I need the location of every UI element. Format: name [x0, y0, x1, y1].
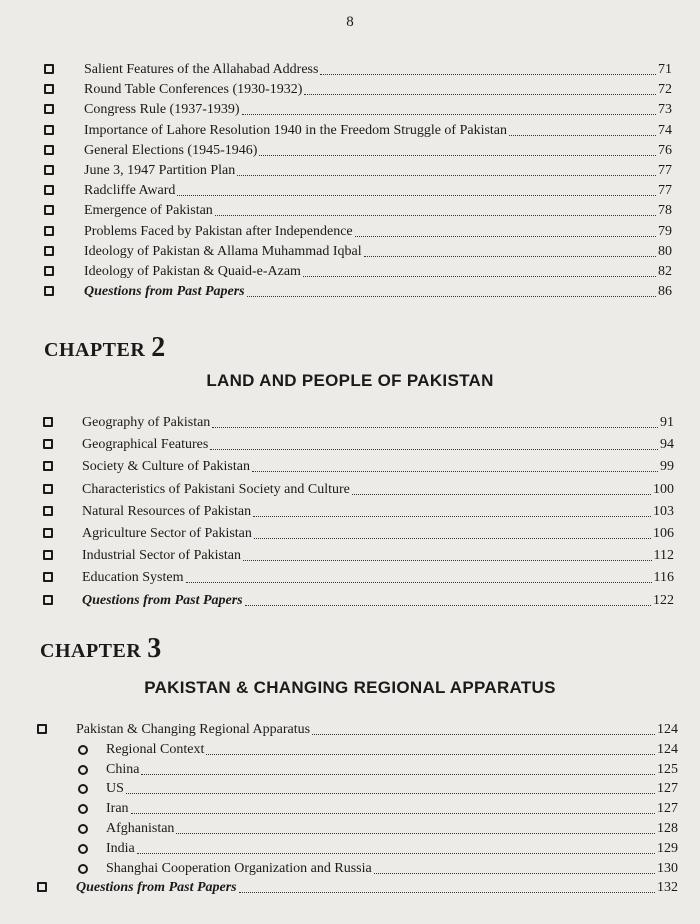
toc-entry-page: 71: [658, 62, 672, 77]
dot-leader: [252, 471, 658, 472]
dot-leader: [245, 605, 651, 606]
chapter-3-word: CHAPTER: [40, 640, 142, 662]
circle-bullet-icon: [78, 824, 88, 834]
toc-entry-title: Geography of Pakistan: [82, 415, 211, 430]
toc-entry-title: Agriculture Sector of Pakistan: [82, 526, 252, 541]
toc-entry: [0, 80, 700, 100]
checkbox-bullet-icon: [44, 205, 54, 215]
dot-leader: [355, 236, 656, 237]
toc-entry-title: Pakistan & Changing Regional Apparatus: [76, 722, 311, 737]
dot-leader: [253, 516, 651, 517]
chapter-2-word: CHAPTER: [44, 339, 146, 361]
toc-entry-page: 99: [660, 459, 674, 475]
toc-entry: [0, 161, 700, 181]
toc-entry: [0, 799, 700, 819]
toc-entry-page: 73: [658, 102, 672, 118]
toc-entry-title: Iran: [106, 801, 129, 817]
toc-entry: [0, 435, 700, 455]
toc-entry-title: India: [106, 840, 135, 856]
toc-entry-title: Shanghai Cooperation Organization and Russia: [106, 860, 372, 876]
toc-entry-page: 94: [660, 437, 674, 453]
checkbox-bullet-icon: [43, 461, 53, 471]
chapter-3-label: [40, 633, 162, 665]
toc-entry-title: Salient Features of the Allahabad Address: [84, 62, 319, 77]
toc-entry: [0, 480, 700, 500]
checkbox-bullet-icon: [44, 64, 54, 74]
toc-entry-page: 130: [657, 860, 678, 876]
circle-bullet-icon: [78, 844, 88, 854]
toc-entry-title: Emergence of Pakistan: [84, 203, 213, 219]
checkbox-bullet-icon: [43, 528, 53, 538]
checkbox-bullet-icon: [44, 286, 54, 296]
dot-leader: [126, 793, 655, 794]
toc-entry-title: General Elections (1945-1946): [84, 142, 258, 158]
toc-entry-page: 122: [653, 592, 674, 608]
toc-entry-page: 129: [657, 840, 678, 856]
toc-entry: [0, 546, 700, 566]
toc-entry: [0, 201, 700, 221]
toc-entry: [0, 181, 700, 201]
dot-leader: [259, 155, 656, 156]
toc-entry-title: Industrial Sector of Pakistan: [82, 548, 242, 564]
dot-leader: [131, 813, 655, 814]
chapter-2-label: [44, 332, 166, 364]
checkbox-bullet-icon: [44, 266, 54, 276]
chapter-3-number: 3: [147, 633, 162, 664]
toc-entry: [0, 60, 700, 80]
toc-entry: [0, 413, 700, 433]
checkbox-bullet-icon: [44, 226, 54, 236]
toc-entry-title: Ideology of Pakistan & Allama Muhammad Iqbal: [84, 243, 362, 259]
toc-entry-title: Characteristics of Pakistani Society and Culture: [82, 481, 350, 497]
toc-entry: [0, 262, 700, 282]
toc-entry-title: Questions from Past Papers: [82, 592, 243, 608]
toc-entry: [0, 859, 700, 879]
checkbox-bullet-icon: [44, 246, 54, 256]
toc-entry-page: 86: [658, 284, 672, 300]
checkbox-bullet-icon: [44, 104, 54, 114]
dot-leader: [186, 582, 652, 583]
checkbox-bullet-icon: [43, 550, 53, 560]
toc-entry-page: 127: [657, 801, 678, 817]
toc-entry-page: 74: [658, 122, 672, 138]
dot-leader: [177, 195, 656, 196]
toc-entry: [0, 141, 700, 161]
toc-entry-title: Ideology of Pakistan & Quaid-e-Azam: [84, 264, 301, 279]
toc-entry-page: 80: [658, 243, 672, 259]
toc-entry: [0, 720, 700, 740]
dot-leader: [312, 734, 655, 735]
toc-entry-page: 100: [653, 481, 674, 497]
dot-leader: [210, 449, 658, 450]
toc-entry: [0, 282, 700, 302]
toc-entry-title: Questions from Past Papers: [76, 880, 237, 896]
dot-leader: [364, 256, 656, 257]
dot-leader: [141, 774, 655, 775]
dot-leader: [320, 74, 656, 75]
toc-entry-title: Questions from Past Papers: [84, 284, 245, 300]
checkbox-bullet-icon: [37, 724, 47, 734]
toc-entry-page: 79: [658, 223, 672, 239]
toc-entry-page: 77: [658, 183, 672, 199]
toc-entry-page: 127: [657, 781, 678, 797]
toc-entry-title: Problems Faced by Pakistan after Independence: [84, 223, 353, 239]
toc-entry-title: Round Table Conferences (1930-1932): [84, 82, 303, 98]
toc-entry-page: 72: [658, 82, 672, 98]
toc-entry: [0, 839, 700, 859]
dot-leader: [237, 175, 656, 176]
dot-leader: [137, 853, 655, 854]
toc-entry: [0, 591, 700, 611]
dot-leader: [176, 833, 655, 834]
toc-entry-title: US: [106, 781, 124, 797]
toc-entry: [0, 779, 700, 799]
toc-entry-page: 106: [653, 526, 674, 541]
dot-leader: [243, 560, 651, 561]
circle-bullet-icon: [78, 804, 88, 814]
toc-entry: [0, 121, 700, 141]
checkbox-bullet-icon: [44, 125, 54, 135]
toc-entry-title: Congress Rule (1937-1939): [84, 102, 240, 118]
checkbox-bullet-icon: [43, 417, 53, 427]
toc-entry-page: 116: [653, 570, 674, 586]
checkbox-bullet-icon: [44, 84, 54, 94]
toc-entry-page: 125: [657, 761, 678, 777]
toc-entry: [0, 100, 700, 120]
dot-leader: [239, 892, 655, 893]
toc-entry: [0, 760, 700, 780]
checkbox-bullet-icon: [43, 572, 53, 582]
circle-bullet-icon: [78, 765, 88, 775]
toc-entry: [0, 242, 700, 262]
checkbox-bullet-icon: [44, 185, 54, 195]
toc-entry-title: Education System: [82, 570, 184, 586]
checkbox-bullet-icon: [44, 145, 54, 155]
chapter-3-title: PAKISTAN & CHANGING REGIONAL APPARATUS: [144, 678, 556, 697]
chapter-2-title: LAND AND PEOPLE OF PAKISTAN: [206, 371, 494, 390]
toc-entry-page: 124: [657, 722, 678, 737]
dot-leader: [206, 754, 655, 755]
toc-entry: [0, 524, 700, 544]
checkbox-bullet-icon: [37, 882, 47, 892]
checkbox-bullet-icon: [44, 165, 54, 175]
toc-entry-title: Geographical Features: [82, 437, 209, 453]
toc-entry-page: 91: [660, 415, 674, 430]
toc-entry-title: Regional Context: [106, 741, 205, 757]
toc-entry: [0, 457, 700, 477]
dot-leader: [247, 296, 656, 297]
checkbox-bullet-icon: [43, 484, 53, 494]
page-number: 8: [346, 14, 354, 30]
toc-entry-page: 82: [658, 264, 672, 279]
toc-entry-title: Natural Resources of Pakistan: [82, 503, 252, 519]
toc-entry: [0, 740, 700, 760]
checkbox-bullet-icon: [43, 595, 53, 605]
toc-entry-title: Radcliffe Award: [84, 183, 176, 199]
toc-entry-title: Afghanistan: [106, 821, 175, 836]
toc-entry: [0, 819, 700, 839]
dot-leader: [242, 114, 656, 115]
toc-entry: [0, 878, 700, 898]
checkbox-bullet-icon: [43, 506, 53, 516]
circle-bullet-icon: [78, 864, 88, 874]
dot-leader: [215, 215, 656, 216]
toc-entry-title: China: [106, 761, 140, 777]
dot-leader: [374, 873, 655, 874]
circle-bullet-icon: [78, 784, 88, 794]
toc-entry-page: 132: [657, 880, 678, 896]
toc-entry-page: 124: [657, 741, 678, 757]
dot-leader: [212, 427, 658, 428]
toc-entry: [0, 568, 700, 588]
dot-leader: [509, 135, 656, 136]
toc-entry-page: 103: [653, 503, 674, 519]
toc-entry: [0, 222, 700, 242]
toc-entry-page: 78: [658, 203, 672, 219]
toc-entry-title: Importance of Lahore Resolution 1940 in the Freedom Struggle of Pakistan: [84, 122, 508, 138]
toc-entry-page: 112: [653, 548, 674, 564]
toc-entry-page: 77: [658, 163, 672, 178]
circle-bullet-icon: [78, 745, 88, 755]
chapter-2-number: 2: [151, 332, 166, 363]
dot-leader: [304, 94, 656, 95]
toc-entry: [0, 502, 700, 522]
toc-entry-title: June 3, 1947 Partition Plan: [84, 163, 236, 178]
toc-entry-page: 76: [658, 142, 672, 158]
dot-leader: [303, 276, 656, 277]
dot-leader: [254, 538, 651, 539]
toc-entry-title: Society & Culture of Pakistan: [82, 459, 250, 475]
checkbox-bullet-icon: [43, 439, 53, 449]
dot-leader: [352, 494, 651, 495]
toc-entry-page: 128: [657, 821, 678, 836]
